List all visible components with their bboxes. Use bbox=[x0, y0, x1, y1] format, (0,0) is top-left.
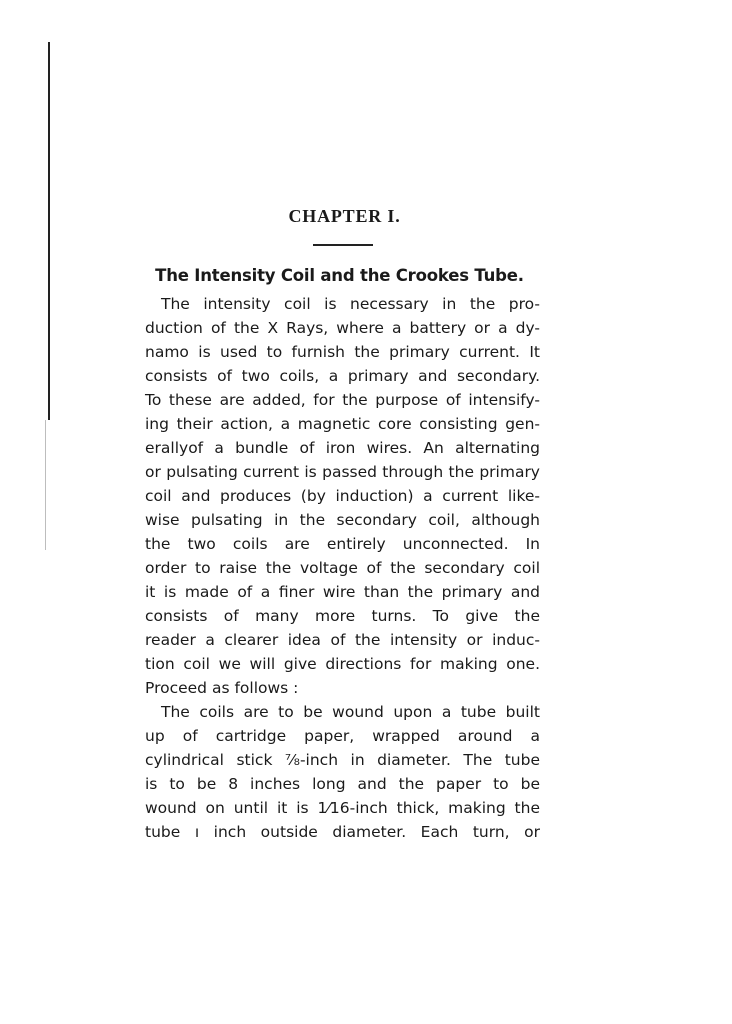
body-text bbox=[145, 292, 540, 844]
binding-edge-line bbox=[48, 42, 50, 420]
section-title: The Intensity Coil and the Crookes Tube. bbox=[155, 266, 524, 285]
text-line: reader a clearer idea of the intensity or induc- bbox=[145, 631, 540, 649]
text-line: ing their action, a magnetic core consisting gen- bbox=[145, 415, 540, 433]
text-line: or pulsating current is passed through the primary bbox=[145, 463, 540, 481]
heading-rule bbox=[313, 244, 373, 246]
text-line: the two coils are entirely unconnected. In bbox=[145, 535, 540, 553]
text-line: wise pulsating in the secondary coil, although bbox=[145, 511, 540, 529]
text-line: up of cartridge paper, wrapped around a bbox=[145, 727, 540, 745]
text-line: tube ı inch outside diameter. Each turn, or bbox=[145, 823, 540, 841]
text-line: order to raise the voltage of the secondary coil bbox=[145, 559, 540, 577]
binding-edge-shadow bbox=[45, 420, 46, 550]
text-line: coil and produces (by induction) a current like- bbox=[145, 487, 540, 505]
text-line: tion coil we will give directions for making one. bbox=[145, 655, 540, 673]
text-line: To these are added, for the purpose of intensify- bbox=[145, 391, 540, 409]
text-line: cylindrical stick ⅞-inch in diameter. The tube bbox=[145, 751, 540, 769]
text-line: consists of many more turns. To give the bbox=[145, 607, 540, 625]
text-line: namo is used to furnish the primary current. It bbox=[145, 343, 540, 361]
text-line: Proceed as follows : bbox=[145, 679, 299, 697]
text-line: it is made of a finer wire than the primary and bbox=[145, 583, 540, 601]
text-line: consists of two coils, a primary and secondary. bbox=[145, 367, 540, 385]
text-line: The intensity coil is necessary in the pro- bbox=[161, 295, 540, 313]
text-line: erallyof a bundle of iron wires. An alternating bbox=[145, 439, 540, 457]
page-content bbox=[145, 205, 540, 844]
text-line: is to be 8 inches long and the paper to be bbox=[145, 775, 540, 793]
text-line: The coils are to be wound upon a tube built bbox=[161, 703, 540, 721]
text-line: wound on until it is 1⁄16-inch thick, making the bbox=[145, 799, 540, 817]
text-line: duction of the X Rays, where a battery or a dy- bbox=[145, 319, 540, 337]
chapter-heading: CHAPTER I. bbox=[288, 206, 401, 226]
